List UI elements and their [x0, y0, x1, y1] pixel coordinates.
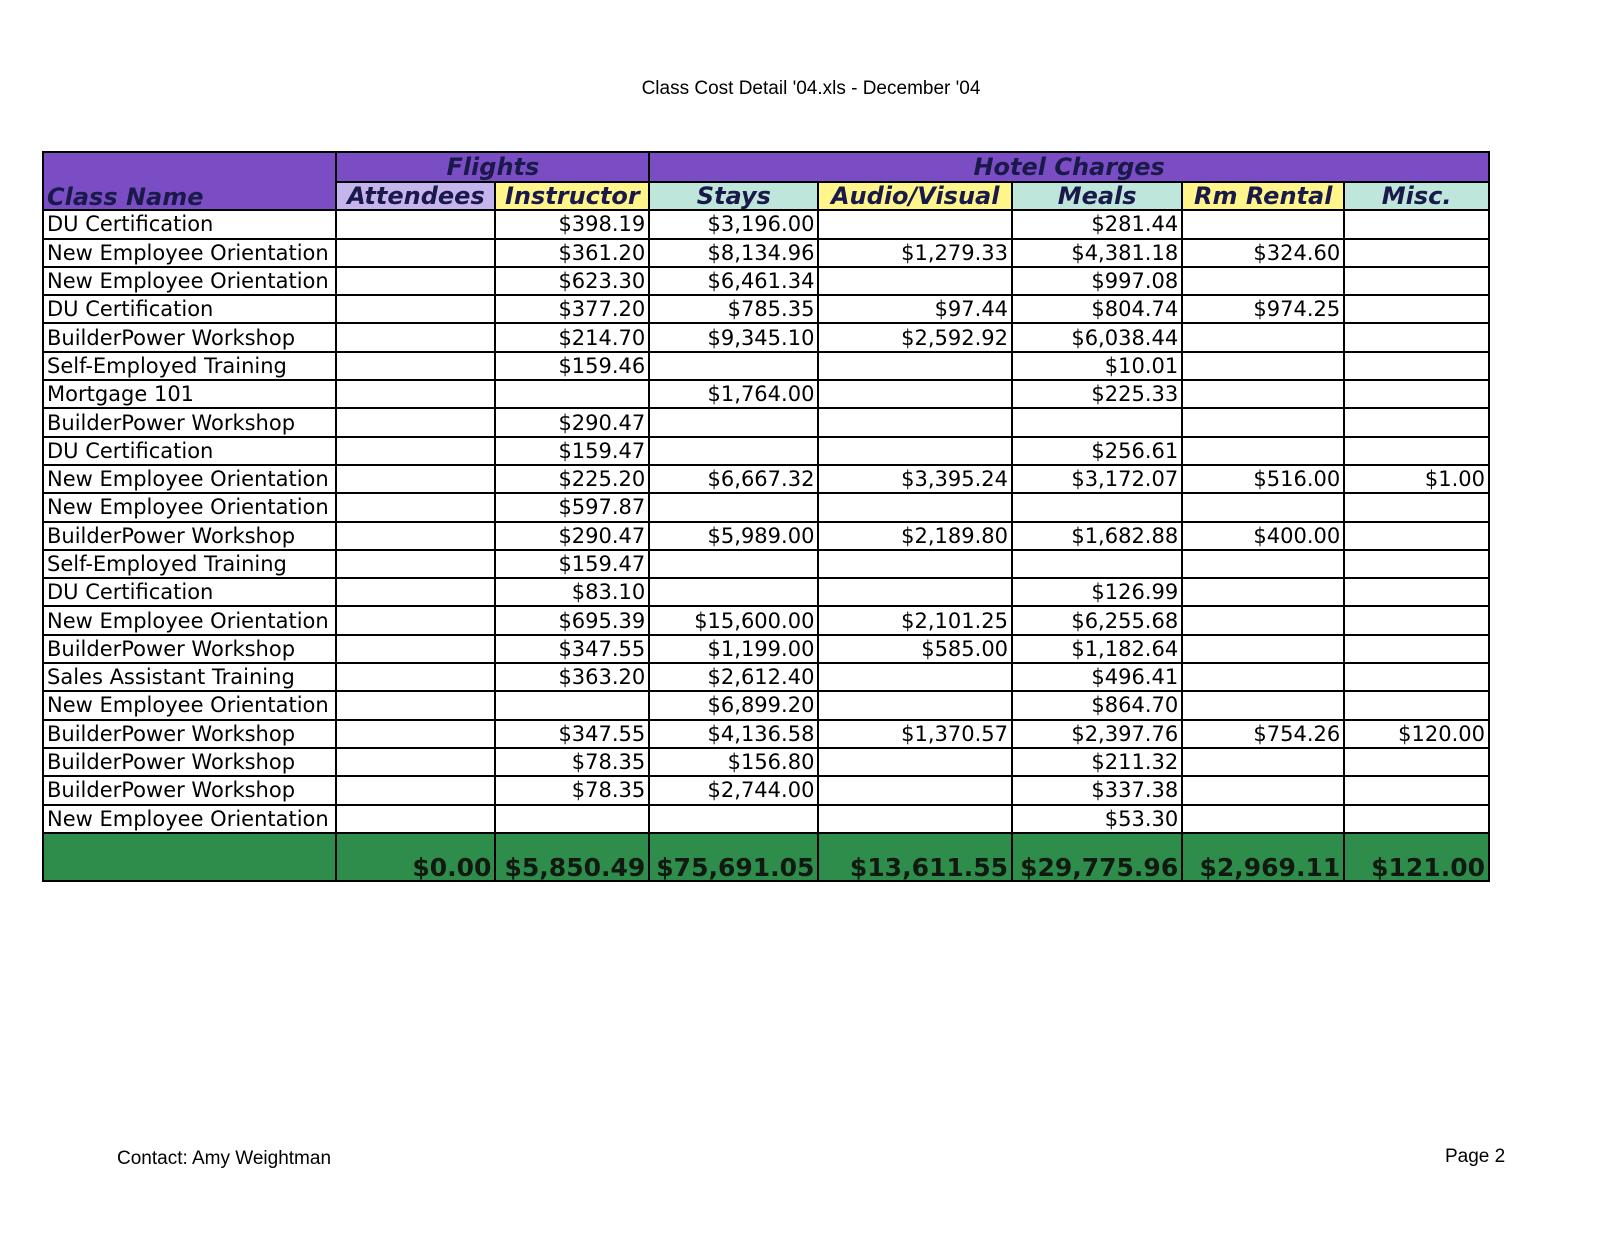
- amount-cell: $9,345.10: [649, 323, 818, 351]
- table-row: [43, 380, 1489, 408]
- table-row: [43, 522, 1489, 550]
- amount-cell: [1182, 323, 1344, 351]
- amount-cell: $785.35: [649, 295, 818, 323]
- table-row: [43, 776, 1489, 804]
- table-row: [43, 578, 1489, 606]
- amount-cell: [336, 323, 495, 351]
- amount-cell: [818, 267, 1012, 295]
- amount-cell: [336, 465, 495, 493]
- contact-text: Contact: Amy Weightman: [117, 1148, 332, 1169]
- table-row: [43, 635, 1489, 663]
- total-cell: $29,775.96: [1012, 833, 1182, 881]
- class-name-group-spacer: [43, 152, 336, 182]
- amount-cell: [1182, 408, 1344, 436]
- table-row: [43, 748, 1489, 776]
- cost-table: [42, 151, 1490, 882]
- amount-cell: $2,101.25: [818, 606, 1012, 634]
- total-cell: [43, 833, 336, 881]
- amount-cell: [818, 550, 1012, 578]
- amount-cell: [649, 805, 818, 833]
- amount-cell: $83.10: [495, 578, 649, 606]
- total-cell: $5,850.49: [495, 833, 649, 881]
- amount-cell: $8,134.96: [649, 239, 818, 267]
- amount-cell: $6,899.20: [649, 691, 818, 719]
- amount-cell: [649, 408, 818, 436]
- amount-cell: $1,764.00: [649, 380, 818, 408]
- amount-cell: $6,038.44: [1012, 323, 1182, 351]
- amount-cell: [1344, 295, 1489, 323]
- amount-cell: [818, 210, 1012, 238]
- amount-cell: $225.33: [1012, 380, 1182, 408]
- amount-cell: [336, 493, 495, 521]
- amount-cell: [336, 352, 495, 380]
- amount-cell: [1344, 380, 1489, 408]
- amount-cell: $2,612.40: [649, 663, 818, 691]
- table-row: [43, 323, 1489, 351]
- amount-cell: $398.19: [495, 210, 649, 238]
- amount-cell: [1344, 578, 1489, 606]
- amount-cell: [1344, 748, 1489, 776]
- amount-cell: [1344, 437, 1489, 465]
- amount-cell: [336, 635, 495, 663]
- amount-cell: [1344, 663, 1489, 691]
- amount-cell: [1182, 437, 1344, 465]
- class-name-cell: DU Certification: [43, 437, 336, 465]
- hotel-charges-group-header: Hotel Charges: [649, 152, 1489, 182]
- amount-cell: [1344, 352, 1489, 380]
- amount-cell: [649, 437, 818, 465]
- amount-cell: [336, 578, 495, 606]
- amount-cell: [818, 663, 1012, 691]
- amount-cell: [1182, 776, 1344, 804]
- amount-cell: $347.55: [495, 635, 649, 663]
- amount-cell: [818, 578, 1012, 606]
- class-name-cell: BuilderPower Workshop: [43, 635, 336, 663]
- amount-cell: [818, 748, 1012, 776]
- col-header-stays: Stays: [649, 182, 818, 210]
- amount-cell: [1182, 210, 1344, 238]
- amount-cell: $211.32: [1012, 748, 1182, 776]
- table-row: [43, 352, 1489, 380]
- amount-cell: $2,744.00: [649, 776, 818, 804]
- amount-cell: [1182, 606, 1344, 634]
- amount-cell: [818, 352, 1012, 380]
- amount-cell: $1,182.64: [1012, 635, 1182, 663]
- amount-cell: $347.55: [495, 720, 649, 748]
- page-number: Page 2: [1445, 1146, 1506, 1167]
- table-row: [43, 267, 1489, 295]
- amount-cell: [1344, 776, 1489, 804]
- amount-cell: [818, 805, 1012, 833]
- amount-cell: $120.00: [1344, 720, 1489, 748]
- amount-cell: [336, 239, 495, 267]
- flights-group-header: Flights: [336, 152, 649, 182]
- amount-cell: $400.00: [1182, 522, 1344, 550]
- amount-cell: $377.20: [495, 295, 649, 323]
- amount-cell: [1012, 493, 1182, 521]
- amount-cell: [1344, 522, 1489, 550]
- table-row: [43, 493, 1489, 521]
- amount-cell: [1012, 550, 1182, 578]
- amount-cell: $754.26: [1182, 720, 1344, 748]
- amount-cell: [1182, 748, 1344, 776]
- amount-cell: [1182, 550, 1344, 578]
- total-cell: $121.00: [1344, 833, 1489, 881]
- class-name-cell: BuilderPower Workshop: [43, 323, 336, 351]
- amount-cell: $256.61: [1012, 437, 1182, 465]
- amount-cell: [1344, 239, 1489, 267]
- amount-cell: $15,600.00: [649, 606, 818, 634]
- amount-cell: [818, 776, 1012, 804]
- col-header-class-name: Class Name: [43, 182, 336, 210]
- col-header-attendees: Attendees: [336, 182, 495, 210]
- table-row: [43, 465, 1489, 493]
- amount-cell: $159.47: [495, 550, 649, 578]
- table-row: [43, 408, 1489, 436]
- amount-cell: $290.47: [495, 522, 649, 550]
- amount-cell: $997.08: [1012, 267, 1182, 295]
- table-row: [43, 239, 1489, 267]
- amount-cell: $4,136.58: [649, 720, 818, 748]
- class-name-cell: Self-Employed Training: [43, 550, 336, 578]
- table-row: [43, 691, 1489, 719]
- amount-cell: $2,592.92: [818, 323, 1012, 351]
- class-name-cell: New Employee Orientation: [43, 493, 336, 521]
- amount-cell: $53.30: [1012, 805, 1182, 833]
- col-header-instructor: Instructor: [495, 182, 649, 210]
- amount-cell: [336, 606, 495, 634]
- amount-cell: [1344, 635, 1489, 663]
- amount-cell: $804.74: [1012, 295, 1182, 323]
- total-cell: $75,691.05: [649, 833, 818, 881]
- amount-cell: $1,370.57: [818, 720, 1012, 748]
- amount-cell: [1182, 352, 1344, 380]
- table-row: [43, 805, 1489, 833]
- class-name-cell: BuilderPower Workshop: [43, 720, 336, 748]
- amount-cell: [1182, 635, 1344, 663]
- amount-cell: $78.35: [495, 748, 649, 776]
- amount-cell: $337.38: [1012, 776, 1182, 804]
- amount-cell: $3,172.07: [1012, 465, 1182, 493]
- amount-cell: [1182, 663, 1344, 691]
- amount-cell: [818, 691, 1012, 719]
- amount-cell: [649, 352, 818, 380]
- amount-cell: $156.80: [649, 748, 818, 776]
- class-name-cell: New Employee Orientation: [43, 805, 336, 833]
- amount-cell: [1012, 408, 1182, 436]
- total-cell: $13,611.55: [818, 833, 1012, 881]
- amount-cell: [336, 748, 495, 776]
- amount-cell: [336, 720, 495, 748]
- amount-cell: $159.47: [495, 437, 649, 465]
- amount-cell: [336, 210, 495, 238]
- amount-cell: [1344, 408, 1489, 436]
- amount-cell: $3,395.24: [818, 465, 1012, 493]
- amount-cell: $361.20: [495, 239, 649, 267]
- table-row: [43, 210, 1489, 238]
- amount-cell: [818, 380, 1012, 408]
- amount-cell: [649, 550, 818, 578]
- amount-cell: $4,381.18: [1012, 239, 1182, 267]
- table-row: [43, 663, 1489, 691]
- table-row: [43, 550, 1489, 578]
- amount-cell: [1344, 493, 1489, 521]
- amount-cell: $2,189.80: [818, 522, 1012, 550]
- amount-cell: [1344, 606, 1489, 634]
- class-name-cell: BuilderPower Workshop: [43, 776, 336, 804]
- amount-cell: $585.00: [818, 635, 1012, 663]
- amount-cell: $1,199.00: [649, 635, 818, 663]
- amount-cell: [336, 380, 495, 408]
- amount-cell: [336, 776, 495, 804]
- amount-cell: [818, 437, 1012, 465]
- group-header-row: [43, 152, 1489, 182]
- amount-cell: $6,667.32: [649, 465, 818, 493]
- amount-cell: [1344, 691, 1489, 719]
- class-name-cell: BuilderPower Workshop: [43, 408, 336, 436]
- class-name-cell: New Employee Orientation: [43, 239, 336, 267]
- amount-cell: $6,255.68: [1012, 606, 1182, 634]
- table-row: [43, 720, 1489, 748]
- amount-cell: $281.44: [1012, 210, 1182, 238]
- amount-cell: $1.00: [1344, 465, 1489, 493]
- amount-cell: [336, 267, 495, 295]
- amount-cell: [336, 522, 495, 550]
- class-name-cell: DU Certification: [43, 578, 336, 606]
- col-header-misc: Misc.: [1344, 182, 1489, 210]
- amount-cell: $597.87: [495, 493, 649, 521]
- amount-cell: [495, 691, 649, 719]
- amount-cell: $78.35: [495, 776, 649, 804]
- table-row: [43, 437, 1489, 465]
- class-name-cell: Self-Employed Training: [43, 352, 336, 380]
- amount-cell: $10.01: [1012, 352, 1182, 380]
- amount-cell: $97.44: [818, 295, 1012, 323]
- amount-cell: [818, 493, 1012, 521]
- class-name-cell: New Employee Orientation: [43, 465, 336, 493]
- amount-cell: [336, 408, 495, 436]
- amount-cell: $1,279.33: [818, 239, 1012, 267]
- amount-cell: $2,397.76: [1012, 720, 1182, 748]
- amount-cell: [1182, 691, 1344, 719]
- amount-cell: [336, 437, 495, 465]
- class-name-cell: DU Certification: [43, 210, 336, 238]
- totals-row: [43, 833, 1489, 881]
- amount-cell: $623.30: [495, 267, 649, 295]
- amount-cell: [495, 805, 649, 833]
- class-name-cell: Sales Assistant Training: [43, 663, 336, 691]
- amount-cell: $974.25: [1182, 295, 1344, 323]
- amount-cell: [818, 408, 1012, 436]
- amount-cell: [336, 691, 495, 719]
- table-row: [43, 606, 1489, 634]
- class-name-cell: New Employee Orientation: [43, 606, 336, 634]
- amount-cell: [1182, 805, 1344, 833]
- amount-cell: [1344, 210, 1489, 238]
- amount-cell: [649, 578, 818, 606]
- class-name-cell: New Employee Orientation: [43, 691, 336, 719]
- amount-cell: $6,461.34: [649, 267, 818, 295]
- total-cell: $2,969.11: [1182, 833, 1344, 881]
- amount-cell: [649, 493, 818, 521]
- amount-cell: [1182, 493, 1344, 521]
- amount-cell: [495, 380, 649, 408]
- document-title: Class Cost Detail '04.xls - December '04: [641, 78, 981, 99]
- class-name-cell: BuilderPower Workshop: [43, 522, 336, 550]
- amount-cell: $214.70: [495, 323, 649, 351]
- col-header-audio-visual: Audio/Visual: [818, 182, 1012, 210]
- table-row: [43, 295, 1489, 323]
- amount-cell: $1,682.88: [1012, 522, 1182, 550]
- amount-cell: [1344, 323, 1489, 351]
- table-body: [43, 210, 1489, 833]
- col-header-meals: Meals: [1012, 182, 1182, 210]
- amount-cell: [1182, 267, 1344, 295]
- amount-cell: [1344, 267, 1489, 295]
- amount-cell: [1344, 805, 1489, 833]
- class-name-cell: New Employee Orientation: [43, 267, 336, 295]
- amount-cell: [336, 663, 495, 691]
- amount-cell: [336, 295, 495, 323]
- total-cell: $0.00: [336, 833, 495, 881]
- col-header-rm-rental: Rm Rental: [1182, 182, 1344, 210]
- amount-cell: $225.20: [495, 465, 649, 493]
- amount-cell: $516.00: [1182, 465, 1344, 493]
- column-header-row: [43, 182, 1489, 210]
- amount-cell: $496.41: [1012, 663, 1182, 691]
- amount-cell: [1344, 550, 1489, 578]
- amount-cell: [1182, 380, 1344, 408]
- amount-cell: $864.70: [1012, 691, 1182, 719]
- amount-cell: [336, 805, 495, 833]
- amount-cell: $3,196.00: [649, 210, 818, 238]
- amount-cell: $363.20: [495, 663, 649, 691]
- class-name-cell: Mortgage 101: [43, 380, 336, 408]
- class-name-cell: BuilderPower Workshop: [43, 748, 336, 776]
- amount-cell: [1182, 578, 1344, 606]
- amount-cell: $5,989.00: [649, 522, 818, 550]
- class-name-cell: DU Certification: [43, 295, 336, 323]
- amount-cell: $695.39: [495, 606, 649, 634]
- amount-cell: [336, 550, 495, 578]
- amount-cell: $324.60: [1182, 239, 1344, 267]
- amount-cell: $290.47: [495, 408, 649, 436]
- amount-cell: $126.99: [1012, 578, 1182, 606]
- amount-cell: $159.46: [495, 352, 649, 380]
